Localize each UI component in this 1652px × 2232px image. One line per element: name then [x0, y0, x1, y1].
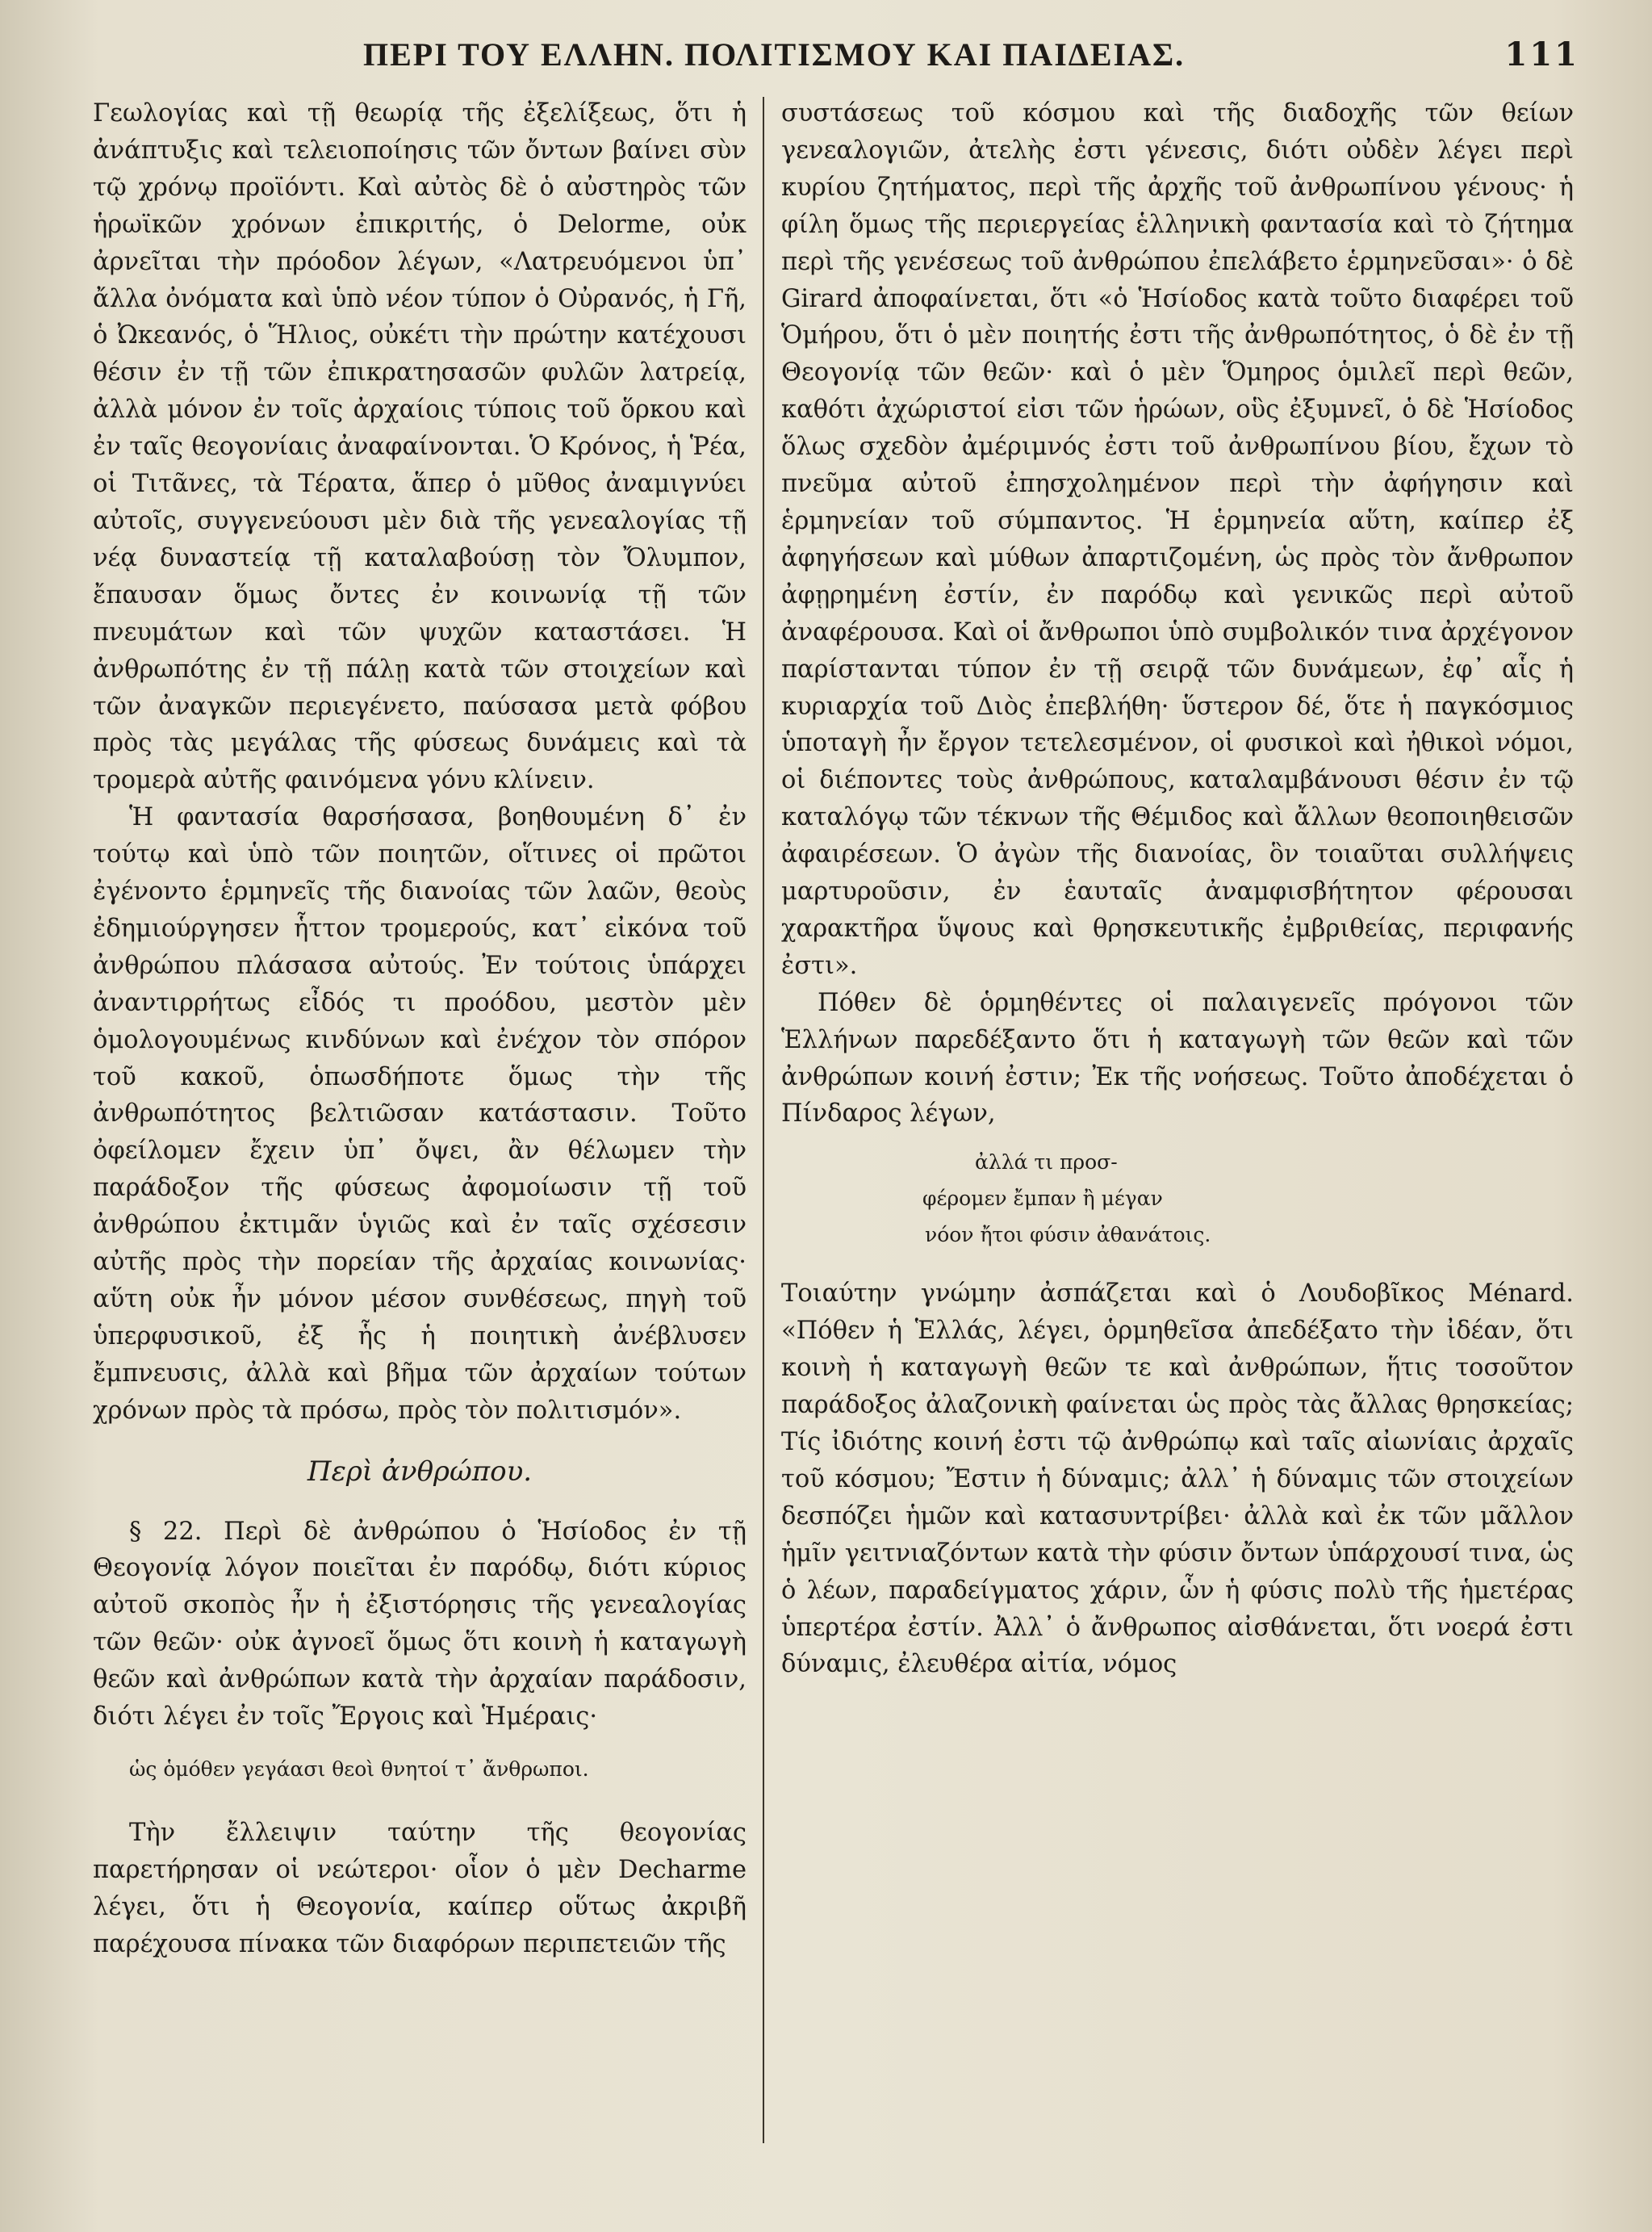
- left-paragraph-1: Γεωλογίας καὶ τῇ θεωρίᾳ τῆς ἐξελίξεως, ὅτι ἡ ἀνάπτυξις καὶ τελειοποίησις τῶν ὄντων βαίνει σὺν τῷ χρόνῳ προϊόντι. Καὶ αὐτὸς δὲ ὁ αὐστηρὸς τῶν ἡρωϊκῶν χρόνων ἐπικριτής, ὁ Delorme, οὐκ ἀρνεῖται τὴν πρόοδον λέγων, «Λατρευόμενοι ὑπ᾽ ἄλλα ὀνόματα καὶ ὑπὸ νέον τύπον ὁ Οὐρανός, ἡ Γῆ, ὁ Ὠκεανός, ὁ Ἥλιος, οὐκέτι τὴν πρώτην κατέχουσι θέσιν ἐν τῇ τῶν ἐπικρατησασῶν φυλῶν λατρείᾳ, ἀλλὰ μόνον ἐν τοῖς ἀρχαίοις τύποις τοῦ ὅρκου καὶ ἐν ταῖς θεογονίαις ἀναφαίνονται. Ὁ Κρόνος, ἡ Ῥέα, οἱ Τιτᾶνες, τὰ Τέρατα, ἅπερ ὁ μῦθος ἀναμιγνύει αὐτοῖς, συγγενεύουσι μὲν διὰ τῆς γενεαλογίας τῇ νέᾳ δυναστείᾳ τῇ καταλαβούσῃ τὸν Ὄλυμπον, ἔπαυσαν ὅμως ὄντες ἐν κοινωνίᾳ τῇ τῶν πνευμάτων καὶ τῶν ψυχῶν καταστάσει. Ἡ ἀνθρωπότης ἐν τῇ πάλῃ κατὰ τῶν στοιχείων καὶ τῶν ἀναγκῶν περιεγένετο, παύσασα μετὰ φόβου πρὸς τὰς μεγάλας τῆς φύσεως δυνάμεις καὶ τὰ τρομερὰ αὐτῆς φαινόμενα γόνυ κλίνειν.: [93, 99, 747, 795]
- right-paragraph-2: Πόθεν δὲ ὁρμηθέντες οἱ παλαιγενεῖς πρόγονοι τῶν Ἑλλήνων παρεδέξαντο ὅτι ἡ καταγωγὴ τῶν θεῶν καὶ τῶν ἀνθρώπων κοινή ἐστιν; Ἐκ τῆς νοήσεως. Τοῦτο ἀποδέχεται ὁ Πίνδαρος λέγων,: [781, 988, 1574, 1129]
- running-title: ΠΕΡΙ ΤΟΥ ΕΛΛΗΝ. ΠΟΛΙΤΙΣΜΟΥ ΚΑΙ ΠΑΙΔΕΙΑΣ.: [363, 36, 1186, 73]
- pindar-quote: [781, 1144, 1574, 1253]
- section-heading: Περὶ ἀνθρώπου.: [307, 1455, 533, 1488]
- column-divider: [763, 97, 764, 2143]
- right-paragraph-1: συστάσεως τοῦ κόσμου καὶ τῆς διαδοχῆς τῶν θείων γενεαλογιῶν, ἀτελὴς ἐστι γένεσις, διότι οὐδὲν λέγει περὶ κυρίου ζητήματος, περὶ τῆς ἀρχῆς τοῦ ἀνθρωπίνου γένους· ἡ φίλη ὅμως τῆς περιεργείας ἑλληνικὴ φαντασία καὶ τὸ ζήτημα περὶ τῆς γενέσεως τοῦ ἀνθρώπου ἐπελάβετο ἑρμηνεῦσαι»· ὁ δὲ Girard ἀποφαίνεται, ὅτι «ὁ Ἡσίοδος κατὰ τοῦτο διαφέρει τοῦ Ὁμήρου, ὅτι ὁ μὲν ποιητής ἐστι τῆς ἀνθρωπότητος, ὁ δὲ ἐν τῇ Θεογονίᾳ τῶν θεῶν· καὶ ὁ μὲν Ὅμηρος ὁμιλεῖ περὶ θεῶν, καθότι ἀχώριστοί εἰσι τῶν ἡρώων, οὓς ἐξυμνεῖ, ὁ δὲ Ἡσίοδος ὅλως σχεδὸν ἀμέριμνός ἐστι τοῦ ἀνθρωπίνου βίου, ἔχων τὸ πνεῦμα αὐτοῦ ἐπησχολημένον περὶ τὴν ἀφήγησιν καὶ ἑρμηνείαν τοῦ σύμπαντος. Ἡ ἑρμηνεία αὕτη, καίπερ ἐξ ἀφηγήσεων καὶ μύθων ἀπαρτιζομένη, ὡς πρὸς τὸν ἄνθρωπον ἀφῃρημένη ἐστίν, ἐν παρόδῳ καὶ γενικῶς περὶ αὐτοῦ ἀναφέρουσα. Καὶ οἱ ἄνθρωποι ὑπὸ συμβολικόν τινα ἀρχέγονον παρίστανται τύπον ἐν τῇ σειρᾷ τῶν δυνάμεων, ἐφ᾽ αἷς ἡ κυριαρχία τοῦ Διὸς ἐπεβλήθη· ὕστερον δέ, ὅτε ἡ παγκόσμιος ὑποταγὴ ἦν ἔργον τετελεσμένον, οἱ φυσικοὶ καὶ ἠθικοὶ νόμοι, οἱ διέποντες τοὺς ἀνθρώπους, καταλαμβάνουσι θέσιν ἐν τῷ καταλόγῳ τῶν τέκνων τῆς Θέμιδος καὶ ἄλλων θεοποιηθεισῶν ἀφαιρέσεων. Ὁ ἀγὼν τῆς διανοίας, ὃν τοιαῦται συλλήψεις μαρτυροῦσιν, ἐν ἑαυταῖς ἀναμφισβήτητον φέρουσαι χαρακτῆρα ὕψους καὶ θρησκευτικῆς ἐμβριθείας, περιφανής ἐστι».: [781, 99, 1574, 980]
- right-paragraph-3: Τοιαύτην γνώμην ἀσπάζεται καὶ ὁ Λουδοβῖκος Ménard. «Πόθεν ἡ Ἑλλάς, λέγει, ὁρμηθεῖσα ἀπεδέξατο τὴν ἰδέαν, ὅτι κοινὴ ἡ καταγωγὴ θεῶν τε καὶ ἀνθρώπων, ἥτις τοσοῦτον παράδοξος ἀλαζονικὴ φαίνεται ὡς πρὸς τὰς ἄλλας θρησκείας; Τίς ἰδιότης κοινή ἐστι τῷ ἀνθρώπῳ καὶ ταῖς αἰωνίαις ἀρχαῖς τοῦ κόσμου; Ἔστιν ἡ δύναμις; ἀλλ᾽ ἡ δύναμις τῶν στοιχείων δεσπόζει ἡμῶν καὶ κατασυντρίβει· ἀλλὰ καὶ ἐκ τῶν μᾶλλον ἡμῖν γειτνιαζόντων κατὰ τὴν φύσιν ὄντων ὑπάρχουσί τινα, ὡς ὁ λέων, παραδείγματος χάριν, ὧν ἡ φύσις πολὺ τῆς ἡμετέρας ὑπερτέρα ἐστίν. Ἀλλ᾽ ὁ ἄνθρωπος αἰσθάνεται, ὅτι νοερά ἐστι δύναμις, ἐλευθέρα αἰτία, νόμος: [781, 1279, 1574, 1679]
- page-header: [89, 31, 1604, 79]
- left-paragraph-4: Τὴν ἔλλειψιν ταύτην τῆς θεογονίας παρετήρησαν οἱ νεώτεροι· οἷον ὁ μὲν Decharme λέγει, ὅτι ἡ Θεογονία, καίπερ οὕτως ἀκριβῆ παρέχουσα πίνακα τῶν διαφόρων περιπετειῶν τῆς: [93, 1818, 747, 1958]
- left-paragraph-2: Ἡ φαντασία θαρσήσασα, βοηθουμένη δ᾽ ἐν τούτῳ καὶ ὑπὸ τῶν ποιητῶν, οἵτινες οἱ πρῶτοι ἐγένοντο ἑρμηνεῖς τῆς διανοίας τῶν λαῶν, θεοὺς ἐδημιούργησεν ἧττον τρομερούς, κατ᾽ εἰκόνα τοῦ ἀνθρώπου πλάσασα αὐτούς. Ἐν τούτοις ὑπάρχει ἀναντιρρήτως εἶδός τι προόδου, μεστὸν μὲν ὁμολογουμένως κινδύνων καὶ ἐνέχον τὸν σπόρον τοῦ κακοῦ, ὁπωσδήποτε ὅμως τὴν τῆς ἀνθρωπότητος βελτιῶσαν κατάστασιν. Τοῦτο ὀφείλομεν ἔχειν ὑπ᾽ ὄψει, ἂν θέλωμεν τὴν παράδοξον τῆς φύσεως ἀφομοίωσιν τῇ τοῦ ἀνθρώπου ἐκτιμᾶν ὑγιῶς καὶ ἐν ταῖς σχέσεσιν αὐτῆς πρὸς τὴν πορείαν τῆς ἀρχαίας κοινωνίας· αὕτη οὐκ ἦν μόνον μέσον συνθέσεως, πηγὴ τοῦ ὑπερφυσικοῦ, ἐξ ἧς ἡ ποιητικὴ ἀνέβλυσεν ἔμπνευσις, ἀλλὰ καὶ βῆμα τῶν ἀρχαίων τούτων χρόνων πρὸς τὰ πρόσω, πρὸς τὸν πολιτισμόν».: [93, 803, 747, 1425]
- page-number: 111: [1504, 36, 1579, 73]
- pindar-quote-line-3: νόον ἤτοι φύσιν ἀθανάτοις.: [925, 1223, 1211, 1247]
- pindar-quote-line-2: φέρομεν ἔμπαν ἢ μέγαν: [922, 1187, 1163, 1211]
- pindar-quote-line-1: ἀλλά τι προσ-: [975, 1150, 1118, 1175]
- right-column: [767, 95, 1574, 2184]
- hesiod-quote: ὡς ὁμόθεν γεγάασι θεοὶ θνητοί τ᾽ ἄνθρωποι.: [129, 1757, 589, 1781]
- left-column: [93, 95, 747, 2184]
- left-paragraph-3: § 22. Περὶ δὲ ἀνθρώπου ὁ Ἡσίοδος ἐν τῇ Θεογονίᾳ λόγον ποιεῖται ἐν παρόδῳ, διότι κύριος αὐτοῦ σκοπὸς ἦν ἡ ἐξιστόρησις τῆς γενεαλογίας τῶν θεῶν· οὐκ ἀγνοεῖ ὅμως ὅτι κοινὴ ἡ καταγωγὴ θεῶν καὶ ἀνθρώπων κατὰ τὴν ἀρχαίαν παράδοσιν, διότι λέγει ἐν τοῖς Ἔργοις καὶ Ἡμέραις·: [93, 1517, 747, 1732]
